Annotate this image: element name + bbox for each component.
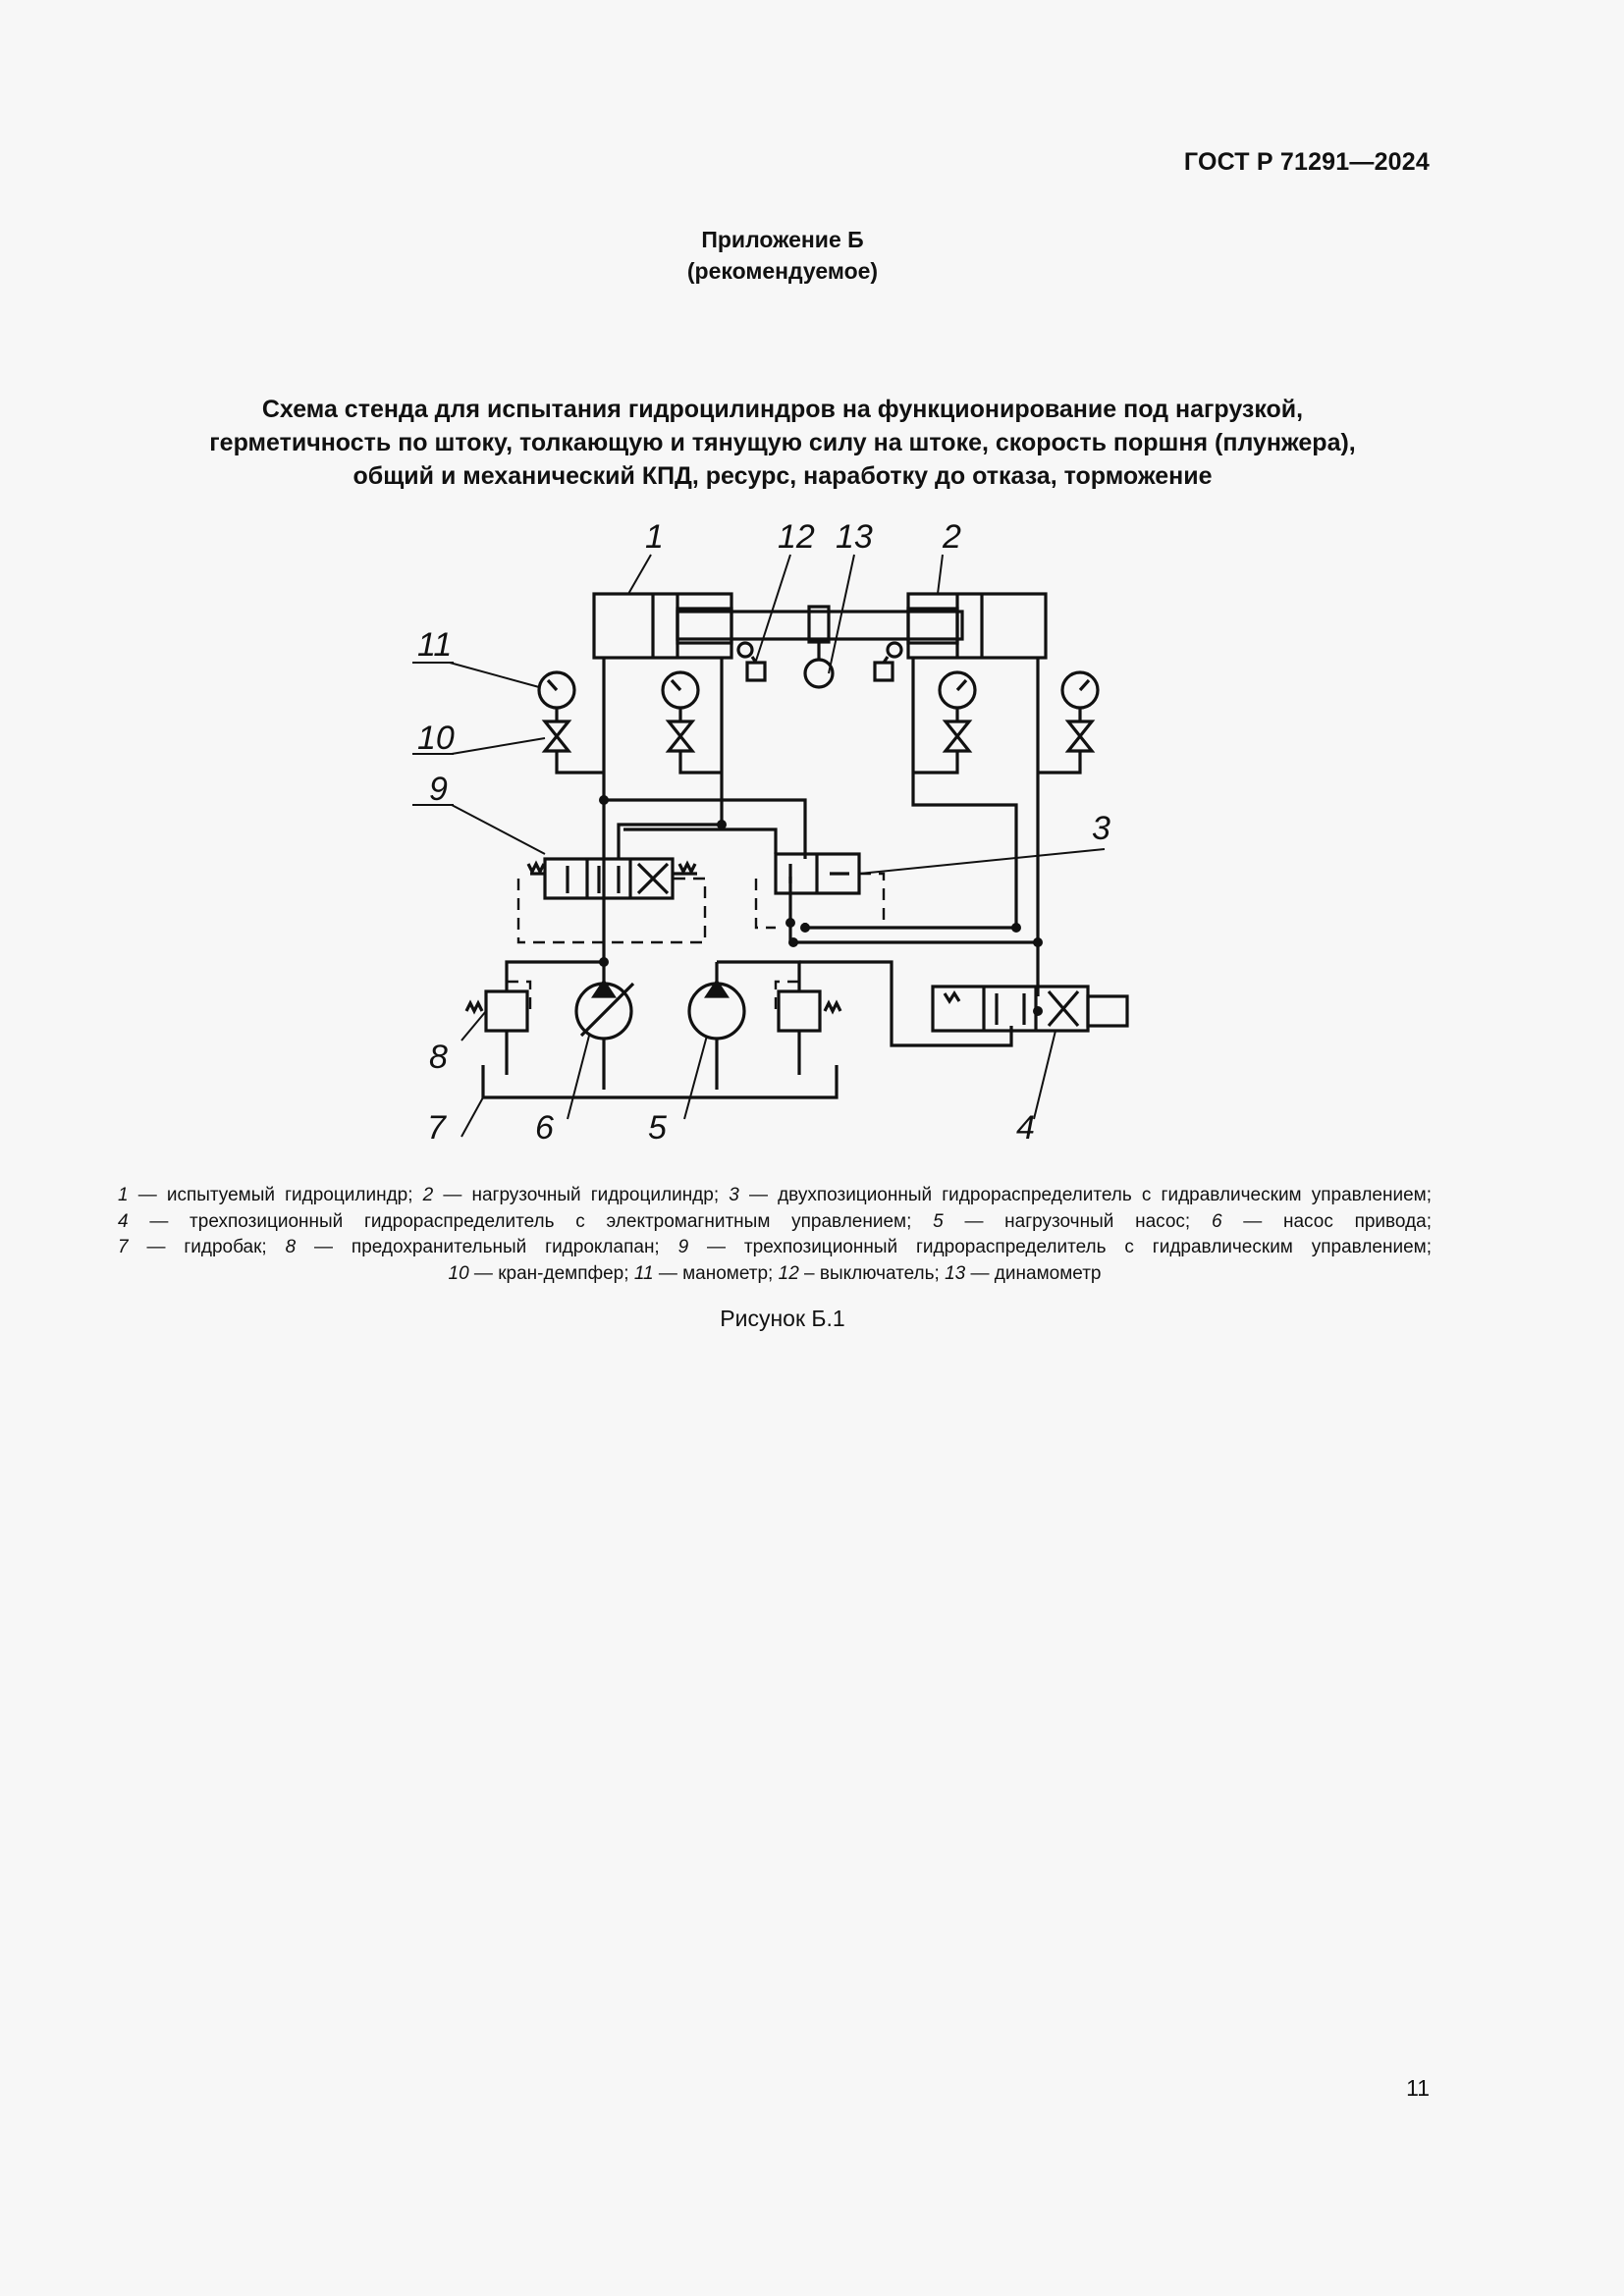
appendix-note: (рекомендуемое) <box>686 258 879 284</box>
appendix-heading <box>0 224 1565 287</box>
limit-switch-right <box>875 643 901 680</box>
label-8: 8 <box>429 1039 448 1076</box>
label-12: 12 <box>778 518 815 556</box>
label-10: 10 <box>417 720 455 757</box>
load-cylinder <box>908 594 1046 658</box>
legend-line-4: 10 — кран-демпфер; 11 — манометр; 12 – выключатель; 13 — динамометр <box>448 1262 1102 1284</box>
legend-line-2: 4 — трехпозиционный гидрораспределитель с электромагнитным управлением; 5 — нагрузочный насос; 6 — насос привода; <box>118 1210 1433 1232</box>
label-5: 5 <box>648 1109 667 1147</box>
piston-rod <box>677 612 962 639</box>
label-13: 13 <box>836 518 873 556</box>
dynamometer-symbol <box>805 642 833 687</box>
limit-switch-left <box>738 643 765 680</box>
gauge-4 <box>1038 672 1098 773</box>
label-2: 2 <box>943 518 961 556</box>
title-line-1: Схема стенда для испытания гидроцилиндров на функционирование под нагрузкой, <box>261 396 1304 423</box>
label-9: 9 <box>429 771 448 808</box>
appendix-title: Приложение Б <box>701 227 864 252</box>
valve-9 <box>528 859 697 898</box>
label-1: 1 <box>645 518 664 556</box>
gauge-3 <box>913 672 975 773</box>
label-4: 4 <box>1016 1109 1035 1147</box>
title-line-3: общий и механический КПД, ресурс, наработку до отказа, торможение <box>352 462 1213 490</box>
relief-valve-right <box>717 962 840 1075</box>
figure-caption: Рисунок Б.1 <box>720 1306 845 1331</box>
drive-pump <box>576 982 633 1090</box>
figure-legend <box>118 1183 1432 1287</box>
label-7: 7 <box>427 1109 446 1147</box>
dynamometer-block <box>809 607 829 642</box>
label-6: 6 <box>535 1109 554 1147</box>
relief-valve-8 <box>466 962 604 1075</box>
gauge-2 <box>663 672 722 773</box>
figure-title <box>59 393 1506 493</box>
tank <box>483 1065 837 1097</box>
label-3: 3 <box>1092 810 1110 847</box>
gauge-1 <box>539 672 604 773</box>
title-line-2: герметичность по штоку, толкающую и тянущую силу на штоке, скорость поршня (плунжера), <box>209 429 1356 456</box>
load-pump <box>689 962 744 1090</box>
valve-3 <box>776 854 859 893</box>
legend-line-1: 1 — испытуемый гидроцилиндр; 2 — нагрузочный гидроцилиндр; 3 — двухпозиционный гидрораспределитель с гидравлическим управлением; <box>118 1185 1432 1205</box>
page-number: 11 <box>1406 2075 1430 2101</box>
label-11: 11 <box>417 626 453 664</box>
legend-line-3: 7 — гидробак; 8 — предохранительный гидроклапан; 9 — трехпозиционный гидрораспределитель с гидравлическим управлением; <box>118 1237 1432 1257</box>
document-code: ГОСТ Р 71291—2024 <box>1183 148 1430 176</box>
test-cylinder <box>594 594 731 658</box>
valve-4 <box>933 987 1127 1031</box>
